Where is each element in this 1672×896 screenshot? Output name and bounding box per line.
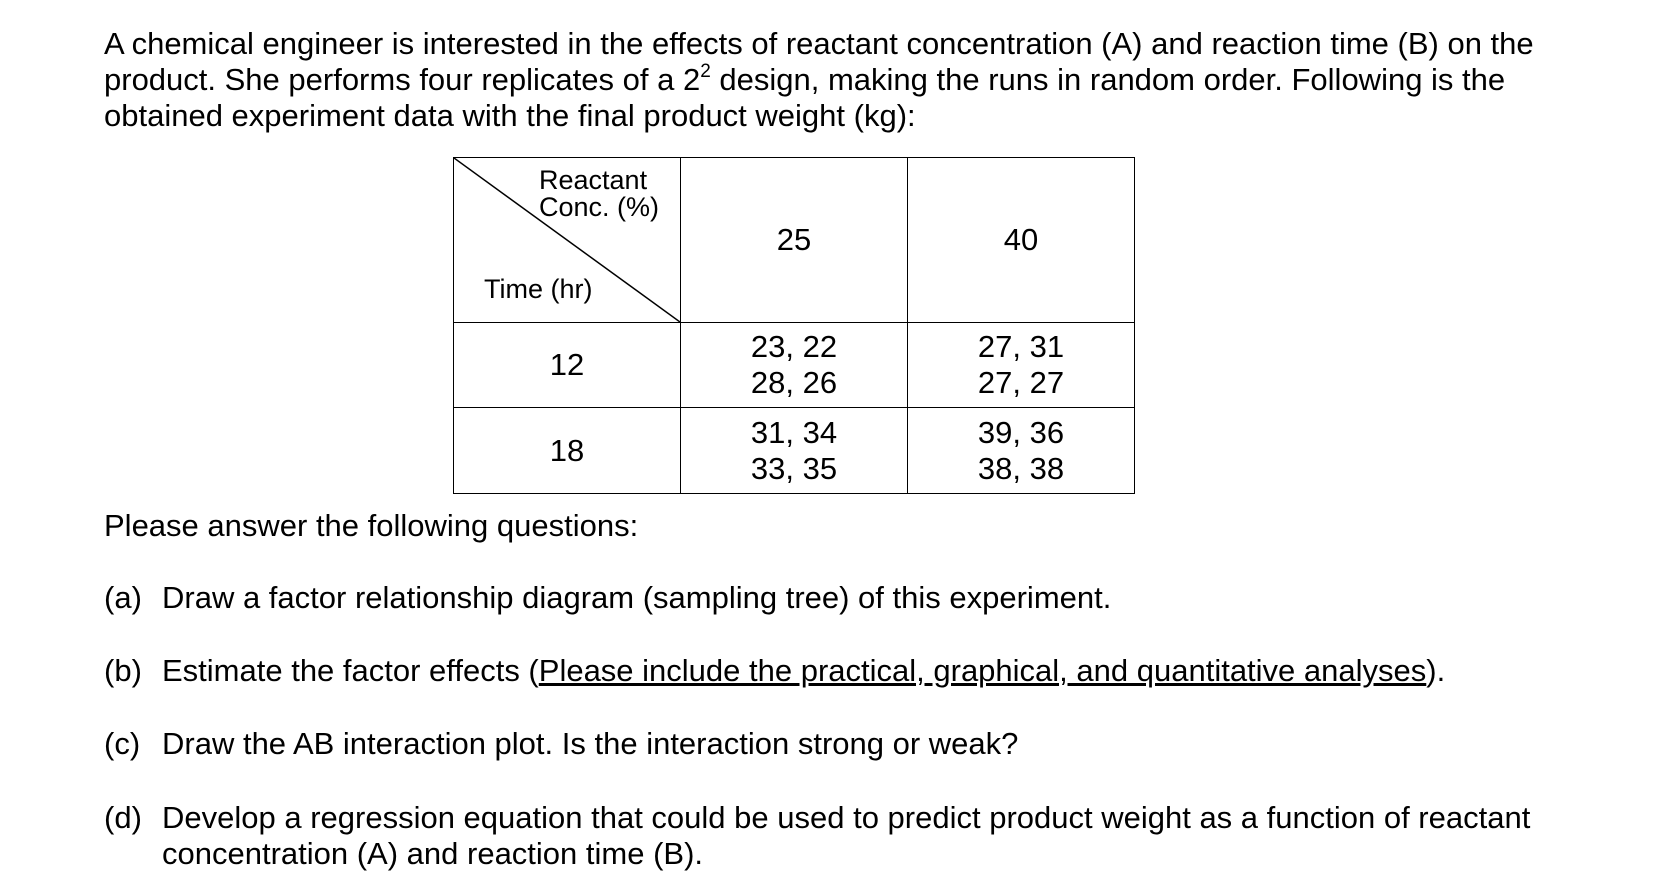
table-corner-cell [454,158,681,323]
data-table [453,157,1135,494]
intro-text-1: A chemical engineer is interested in the effects of reactant concentration (A) and reaction time (B) on the product. She performs four replicates of a 2 [104,26,1534,97]
question-marker: (c) [104,726,141,761]
questions-lead: Please answer the following questions: [104,508,639,543]
cell-values-line2: 33, 35 [750,450,838,486]
row-factor-label: Time (hr) [484,274,593,304]
cell-values-line1: 23, 22 [750,329,838,364]
question-a [104,580,1624,616]
table-row [454,408,1135,494]
question-c [104,726,1624,762]
column-header-25: 25 [681,158,908,323]
cell-values-line2: 38, 38 [977,450,1065,486]
problem-statement [104,26,1624,134]
question-b [104,653,1624,689]
question-d [104,800,1624,872]
question-text-before: Estimate the factor effects ( [162,653,539,688]
intro-paragraph [104,26,1624,134]
row-header-18: 18 [454,408,681,494]
column-factor-label [539,167,659,221]
table-header-row [454,158,1135,323]
cell-values-line1: 39, 36 [977,414,1065,450]
question-text: Draw the AB interaction plot. Is the interaction strong or weak? [162,726,1019,761]
table-cell [681,408,908,494]
intro-text-2: design, making the runs in random order. Following is the obtained experiment data with the final product weight (kg): [104,62,1506,133]
question-text: Develop a regression equation that could be used to predict product weight as a function of reactant concentration (A) and reaction time (B). [162,800,1531,871]
question-text-after: ). [1426,653,1446,688]
table-row [454,323,1135,408]
column-header-40: 40 [908,158,1135,323]
table-cell [908,323,1135,408]
column-factor-label-line1: Reactant [539,165,648,195]
table-cell [908,408,1135,494]
question-underlined-text: Please include the practical, graphical, and quantitative analyses [538,653,1427,688]
cell-values-line2: 28, 26 [750,365,838,400]
questions-section [104,508,1624,872]
cell-values-line1: 27, 31 [977,329,1065,364]
questions-list [104,580,1624,872]
column-factor-label-line2: Conc. (%) [539,192,660,222]
question-marker: (d) [104,800,142,835]
cell-values-line1: 31, 34 [750,414,838,450]
question-text: Draw a factor relationship diagram (sampling tree) of this experiment. [162,580,1112,615]
question-marker: (b) [104,653,142,688]
intro-superscript: 2 [700,61,711,82]
question-marker: (a) [104,580,142,615]
cell-values-line2: 27, 27 [977,365,1065,400]
row-header-12: 12 [454,323,681,408]
table-cell [681,323,908,408]
